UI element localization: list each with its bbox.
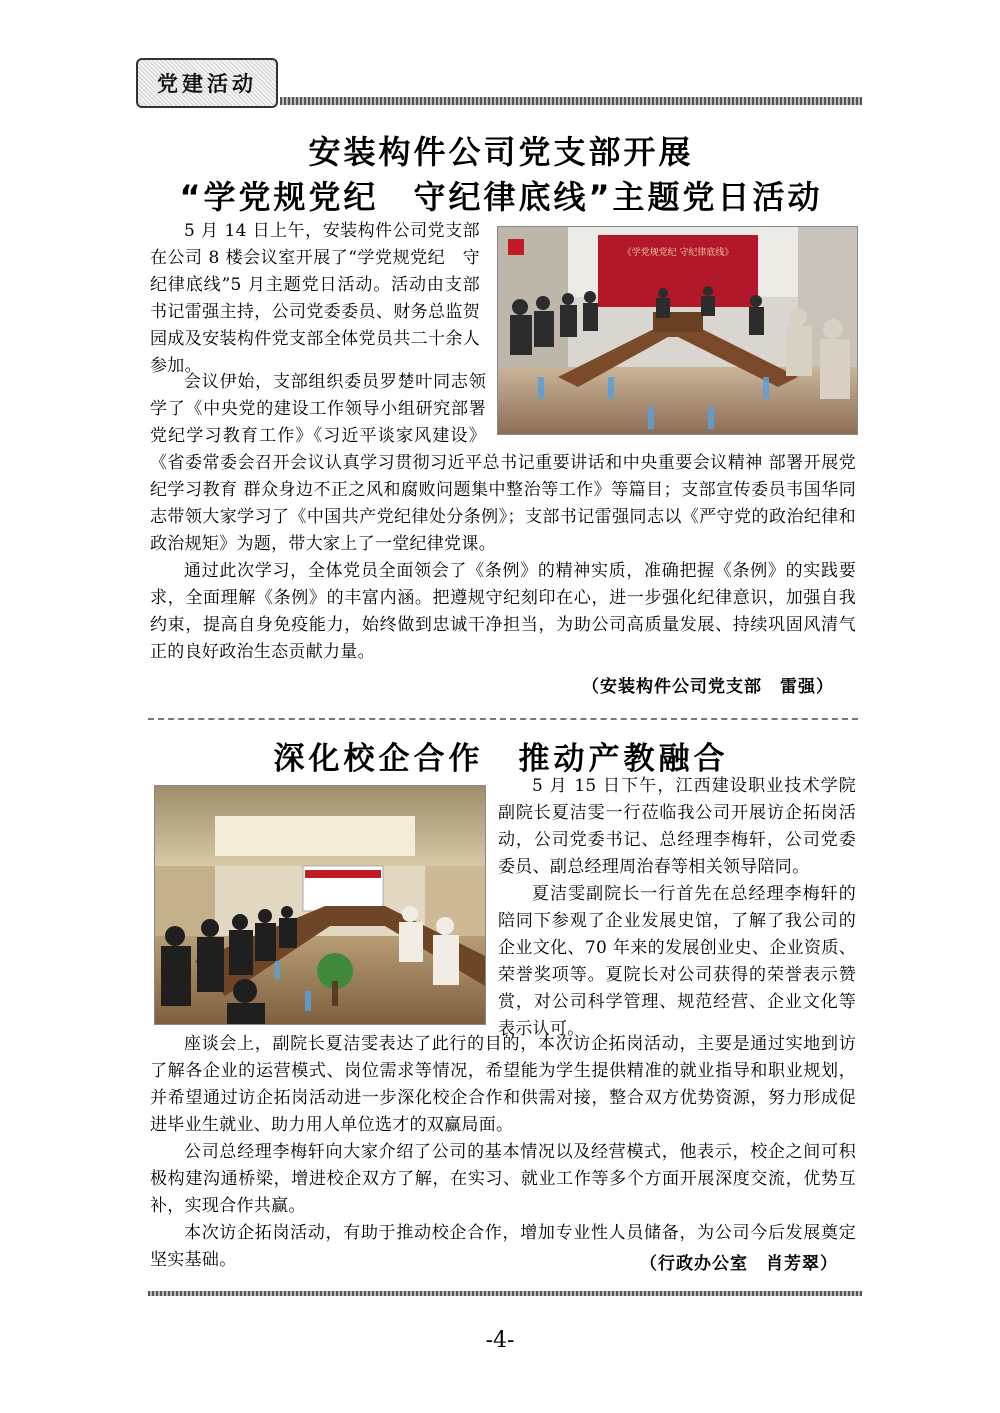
header-rule	[280, 97, 862, 105]
banner-text: 《学党规党纪 守纪律底线》	[622, 248, 734, 258]
article2-paragraph-5: 本次访企拓岗活动，有助于推动校企合作，增加专业性人员储备，为公司今后发展奠定坚实基础。	[150, 1223, 856, 1270]
article1-signature: （安装构件公司党支部 雷强）	[582, 677, 834, 697]
article-divider	[148, 718, 858, 720]
section-tab-label: 党建活动	[157, 72, 257, 96]
article1-paragraph-2: 会议伊始，支部组织委员罗楚叶同志领学了《中央党的建设工作领导小组研究部署党纪学习教育工作》《习近平谈家风建设》《省委常委会召开会议认真学习贯彻习近平总书记重要讲话和中央重要会议精神 部署开展党纪学习教育 群众身边不正之风和腐败问题集中整治等工作》等篇目；支部宣传委员韦国华同志带领大家学习了《中国共产党纪律处分条例》；支部书记雷强同志以《严守党的政治纪律和政治规矩》为题，带大家上了一堂纪律党课。	[150, 372, 856, 554]
article2-text-right	[498, 773, 856, 1043]
footer-rule	[148, 1291, 862, 1296]
article1-paragraph-1: 5 月 14 日上午，安装构件公司党支部在公司 8 楼会议室开展了“学党规党纪 守纪律底线”5 月主题党日活动。活动由支部书记雷强主持，公司党委委员、财务总监贺园成及安装构件党支部全体党员共二十余人参加。	[150, 221, 480, 376]
article2-text-lower	[150, 1031, 856, 1274]
article1-title-line1: 安装构件公司党支部开展	[308, 133, 694, 171]
article1-paragraph-3: 通过此次学习，全体党员全面领会了《条例》的精神实质，准确把握《条例》的实践要求，全面理解《条例》的丰富内涵。把遵规守纪刻印在心，进一步强化纪律意识，加强自我约束，提高自身免疫能力，始终做到忠诚干净担当，为助公司高质量发展、持续巩固风清气正的良好政治生态贡献力量。	[150, 561, 856, 662]
article1-text-lower	[150, 369, 856, 666]
article2-signature: （行政办公室 肖芳翠）	[640, 1254, 838, 1274]
section-tab	[136, 58, 278, 108]
article1-text-upper	[150, 218, 480, 380]
article2-paragraph-3: 座谈会上，副院长夏洁雯表达了此行的目的，本次访企拓岗活动，主要是通过实地到访了解各企业的运营模式、岗位需求等情况，希望能为学生提供精准的就业指导和职业规划，并希望通过访企拓岗活动进一步深化校企合作和供需对接，整合双方优势资源，努力形成促进毕业生就业、助力用人单位选才的双赢局面。	[150, 1034, 856, 1135]
article2-paragraph-1: 5 月 15 日下午，江西建设职业技术学院副院长夏洁雯一行莅临我公司开展访企拓岗活动，公司党委书记、总经理李梅轩，公司党委委员、副总经理周治春等相关领导陪同。	[498, 776, 856, 877]
page-number: -4-	[485, 1328, 515, 1353]
seminar-photo-image	[155, 786, 485, 1024]
article2-paragraph-2: 夏洁雯副院长一行首先在总经理李梅轩的陪同下参观了企业发展史馆，了解了我公司的企业文化、70 年来的发展创业史、企业资质、荣誉奖项等。夏院长对公司获得的荣誉表示赞赏，对公司科学管理、规范经营、企业文化等表示认可。	[498, 884, 856, 1039]
article1-para2-wrap	[150, 369, 856, 666]
article1-title-line2: “学党规党纪 守纪律底线”主题党日活动	[179, 178, 823, 216]
article2-meeting-photo	[154, 785, 486, 1025]
article2-title: 深化校企合作 推动产教融合	[273, 741, 729, 777]
article2-paragraph-4: 公司总经理李梅轩向大家介绍了公司的基本情况以及经营模式，他表示，校企之间可积极构建沟通桥梁，增进校企双方了解，在实习、就业工作等多个方面开展深度交流，优势互补，实现合作共赢。	[150, 1142, 856, 1216]
photo-float-spacer	[486, 369, 856, 434]
